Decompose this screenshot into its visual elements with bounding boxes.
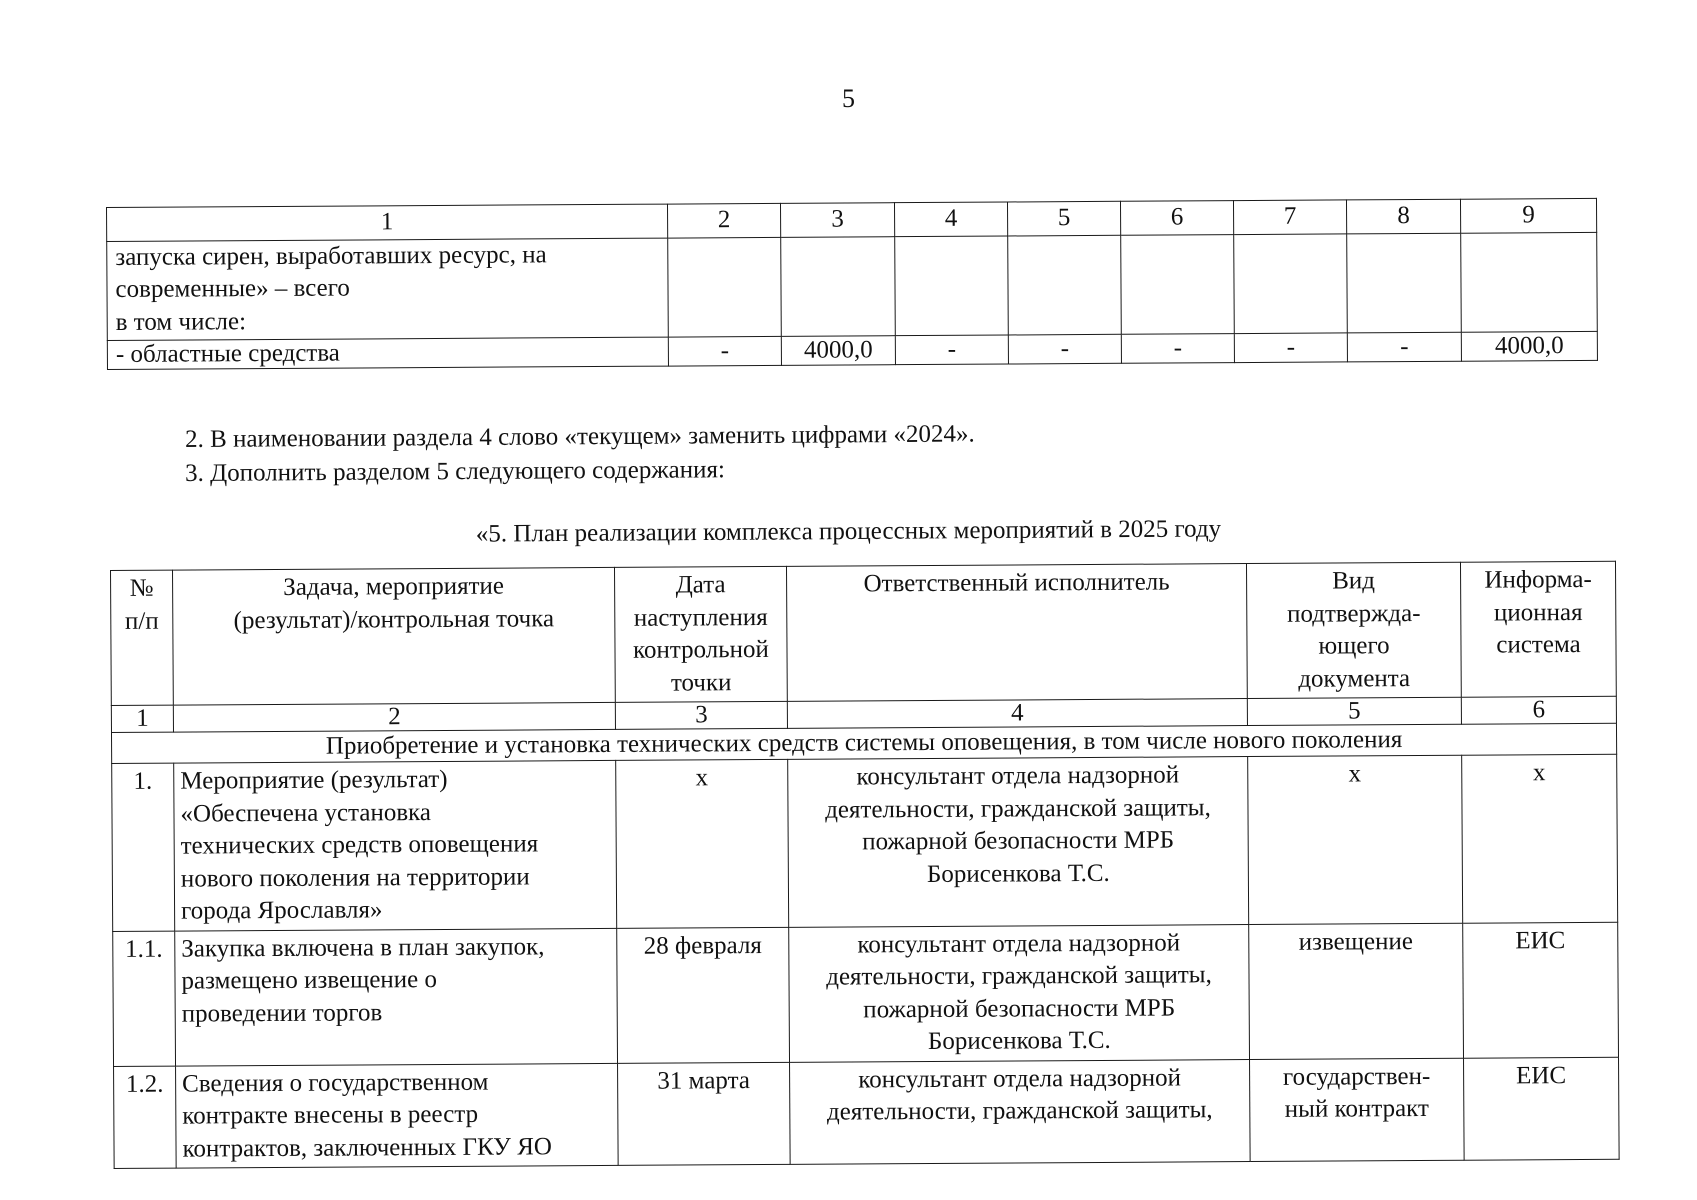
value-cell: - xyxy=(1347,332,1461,362)
table-row xyxy=(112,754,1618,931)
description-line: современные» – всего xyxy=(115,274,350,303)
header-line: Задача, мероприятие xyxy=(283,572,505,601)
header-date xyxy=(614,566,787,702)
executor-line: консультант отдела надзорной xyxy=(858,1063,1182,1093)
header-info-system xyxy=(1460,561,1616,697)
task-cell xyxy=(176,1063,619,1168)
task-line: проведении торгов xyxy=(181,998,383,1028)
info-system-cell: х xyxy=(1462,754,1618,922)
document-type-cell xyxy=(1250,1058,1465,1162)
executor-line: консультант отдела надзорной xyxy=(857,928,1181,958)
header-line: Ответственный исполнитель xyxy=(863,568,1170,598)
empty-cell xyxy=(781,236,896,336)
value-cell: - xyxy=(668,336,781,366)
info-system-cell: ЕИС xyxy=(1463,922,1619,1058)
column-number: 1 xyxy=(107,204,668,241)
column-number: 5 xyxy=(1247,697,1461,725)
executor-line: Борисенкова Т.С. xyxy=(926,859,1110,888)
document-line: х xyxy=(1348,760,1362,788)
header-line: (результат)/контрольная точка xyxy=(233,604,555,634)
executor-line: Борисенкова Т.С. xyxy=(927,1026,1111,1056)
column-number: 2 xyxy=(667,203,780,237)
empty-cell xyxy=(895,235,1009,335)
column-number: 3 xyxy=(780,203,894,237)
task-line: Закупка включена в план закупок, xyxy=(181,932,545,963)
plan-table xyxy=(110,561,1620,1169)
info-system-cell: ЕИС xyxy=(1464,1057,1620,1160)
section-title: Приобретение и установка технических средств системы оповещения, в том числе нового поколения xyxy=(111,723,1616,763)
executor-line: деятельности, гражданской защиты, xyxy=(825,793,1211,824)
plan-table-header xyxy=(111,561,1617,705)
date-cell: 31 марта xyxy=(618,1062,791,1166)
executor-cell xyxy=(790,1059,1251,1164)
task-line: нового поколения на территории xyxy=(180,862,530,893)
column-number: 2 xyxy=(173,702,615,732)
executor-line: консультант отдела надзорной xyxy=(856,761,1180,791)
description-line: в том числе: xyxy=(115,307,247,336)
column-number: 4 xyxy=(787,699,1247,729)
funding-table-description-row xyxy=(107,232,1598,340)
header-line: наступления xyxy=(633,603,768,632)
empty-cell xyxy=(1008,235,1122,335)
document-type-cell xyxy=(1248,755,1463,924)
column-number: 8 xyxy=(1346,199,1460,233)
row-number: 1.1. xyxy=(113,931,176,1066)
column-number: 6 xyxy=(1461,696,1616,724)
task-cell xyxy=(174,760,617,930)
header-line: № xyxy=(129,574,154,602)
header-task xyxy=(173,567,616,705)
task-line: технических средств оповещения xyxy=(180,830,539,860)
column-number: 1 xyxy=(111,705,173,732)
document-line: ный контракт xyxy=(1284,1094,1429,1123)
column-number: 5 xyxy=(1007,201,1120,235)
row-label: - областные средства xyxy=(107,337,668,369)
empty-cell xyxy=(668,237,782,337)
value-cell: - xyxy=(1121,333,1234,363)
executor-line: деятельности, гражданской защиты, xyxy=(826,961,1212,991)
header-line: точки xyxy=(670,668,732,697)
page-number: 5 xyxy=(842,84,855,113)
value-cell: 4000,0 xyxy=(1461,331,1597,361)
header-line: подтвержда- xyxy=(1286,599,1421,628)
executor-line: деятельности, гражданской защиты, xyxy=(826,1096,1213,1126)
column-number: 4 xyxy=(894,202,1007,236)
header-line: п/п xyxy=(124,607,159,635)
paragraph-3: 3. Дополнить разделом 5 следующего содержания: xyxy=(185,456,725,487)
table-row xyxy=(113,922,1619,1066)
date-cell: 28 февраля xyxy=(617,927,790,1063)
task-line: города Ярославля» xyxy=(181,896,383,925)
table-row xyxy=(114,1057,1620,1169)
empty-cell xyxy=(1234,233,1348,333)
task-line: размещено извещение о xyxy=(181,966,438,995)
executor-line: пожарной безопасности МРБ xyxy=(862,826,1175,856)
header-line: система xyxy=(1496,631,1581,659)
funding-table xyxy=(106,198,1598,370)
value-cell: - xyxy=(1008,334,1121,364)
document-line: государствен- xyxy=(1282,1062,1431,1091)
header-line: документа xyxy=(1298,664,1411,693)
empty-cell xyxy=(1461,232,1598,332)
header-document-type xyxy=(1246,562,1461,698)
description-line: запуска сирен, выработавших ресурс, на xyxy=(115,240,547,271)
header-line: ционная xyxy=(1493,598,1583,627)
empty-cell xyxy=(1347,233,1462,333)
empty-cell xyxy=(1121,234,1235,334)
date-cell: х xyxy=(616,759,789,928)
task-line: Сведения о государственном xyxy=(182,1068,489,1098)
task-line: контракте внесены в реестр xyxy=(182,1100,479,1130)
value-cell: - xyxy=(895,334,1008,364)
column-number: 7 xyxy=(1233,200,1346,234)
task-line: контрактов, заключенных ГКУ ЯО xyxy=(182,1132,553,1163)
task-cell xyxy=(175,928,618,1066)
column-number: 6 xyxy=(1120,201,1233,235)
column-number: 9 xyxy=(1460,198,1596,232)
description-cell xyxy=(107,238,669,340)
document-type-cell xyxy=(1249,923,1464,1059)
header-line: ющего xyxy=(1318,632,1390,660)
task-line: Мероприятие (результат) xyxy=(180,765,448,795)
header-number xyxy=(111,570,174,705)
header-line: Вид xyxy=(1332,567,1376,595)
executor-cell xyxy=(789,924,1250,1062)
task-line: «Обеспечена установка xyxy=(180,798,432,828)
section-heading: «5. План реализации комплекса процессных мероприятий в 2025 году xyxy=(475,515,1222,548)
value-cell: - xyxy=(1234,332,1347,362)
executor-line: пожарной безопасности МРБ xyxy=(863,994,1176,1023)
executor-cell xyxy=(788,757,1249,927)
row-number: 1. xyxy=(112,763,175,931)
column-number: 3 xyxy=(615,701,787,729)
header-line: Дата xyxy=(675,571,726,599)
paragraph-2: 2. В наименовании раздела 4 слово «текущем» заменить цифрами «2024». xyxy=(185,420,975,453)
header-line: контрольной xyxy=(633,635,769,664)
header-line: Информа- xyxy=(1484,565,1592,594)
document-line: извещение xyxy=(1298,927,1413,956)
row-number: 1.2. xyxy=(114,1066,177,1169)
value-cell: 4000,0 xyxy=(781,335,895,365)
header-executor xyxy=(786,564,1247,702)
